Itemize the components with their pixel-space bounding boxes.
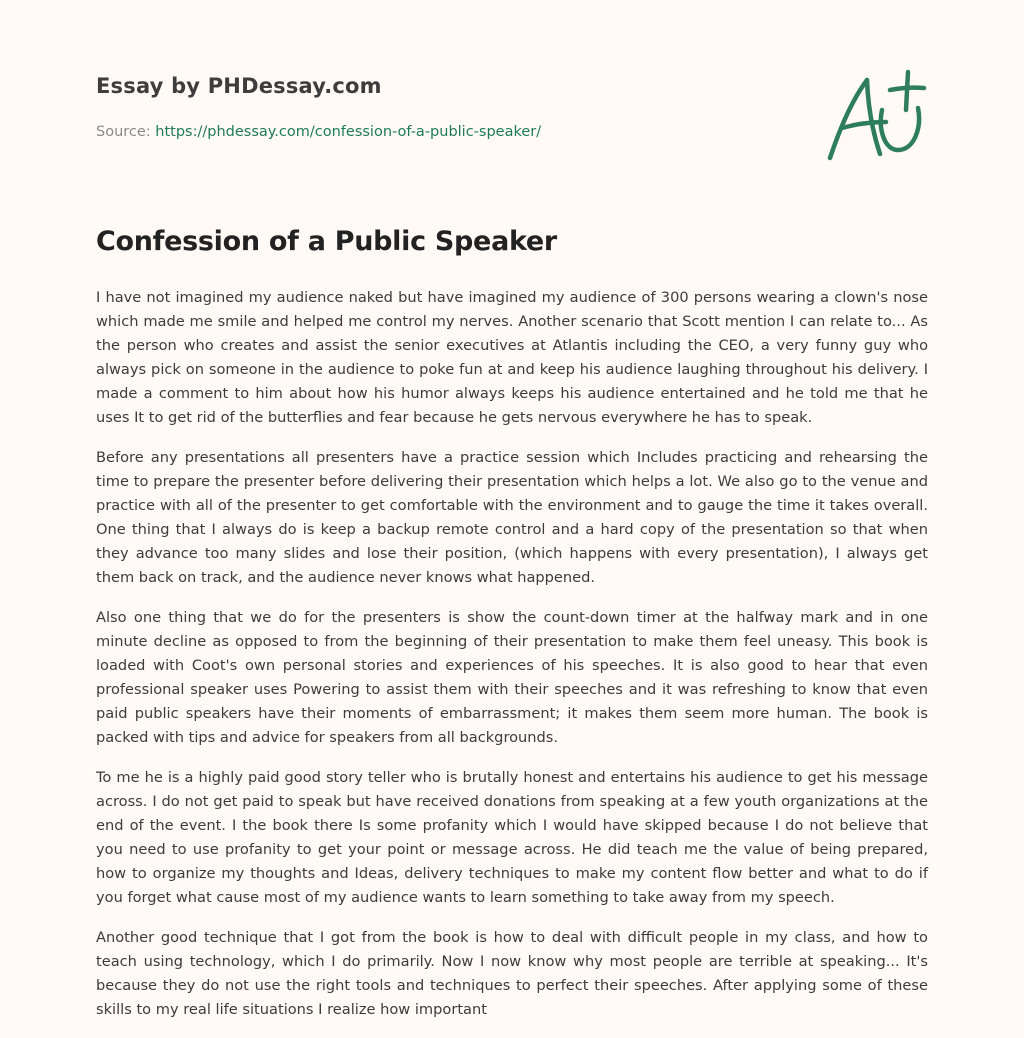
article-title: Confession of a Public Speaker [96, 226, 557, 257]
source-line [96, 124, 541, 140]
source-link[interactable]: https://phdessay.com/confession-of-a-public-speaker/ [155, 124, 542, 140]
paragraph: Also one thing that we do for the presenters is show the count-down timer at the halfway mark and in one minute decline as opposed to from the beginning of their presentation to make them feel uneasy. This book is loaded with Coot's own personal stories and experiences of his speeches. It is also good to hear that even professional speaker uses Powering to assist them with their speeches and it was refreshing to know that even paid public speakers have their moments of embarrassment; it makes them seem more human. The book is packed with tips and advice for speakers from all backgrounds. [96, 609, 928, 746]
paragraph: Before any presentations all presenters have a practice session which Includes practicing and rehearsing the time to prepare the presenter before delivering their presentation which helps a lot. We also go to the venue and practice with all of the presenter to get comfortable with the environment and to gauge the time it takes overall. One thing that I always do is keep a backup remote control and a hard copy of the presentation so that when they advance too many slides and lose their position, (which happens with every presentation), I always get them back on track, and the audience never knows what happened. [96, 449, 928, 586]
source-label: Source: [96, 124, 151, 140]
page-header [96, 74, 928, 174]
a-plus-logo-icon [822, 66, 932, 166]
paragraph: I have not imagined my audience naked but have imagined my audience of 300 persons wearing a clown's nose which made me smile and helped me control my nerves. Another scenario that Scott mention I can relate to... As the person who creates and assist the senior executives at Atlantis including the CEO, a very funny guy who always pick on someone in the audience to poke fun at and keep his audience laughing throughout his delivery. I made a comment to him about how his humor always keeps his audience entertained and he told me that he uses It to get rid of the butterflies and fear because he gets nervous everywhere he has to speak. [96, 289, 928, 426]
paragraph: Another good technique that I got from the book is how to deal with difficult people in my class, and how to teach using technology, which I do primarily. Now I now know why most people are terrible at speaking... It's because they do not use the right tools and techniques to perfect their speeches. After applying some of these skills to my real life situations I realize how important [96, 929, 928, 1018]
article-body [96, 286, 928, 1038]
paragraph: To me he is a highly paid good story teller who is brutally honest and entertains his audience to get his message across. I do not get paid to speak but have received donations from speaking at a few youth organizations at the end of the event. I the book there Is some profanity which I would have skipped because I do not believe that you need to use profanity to get your point or message across. He did teach me the value of being prepared, how to organize my thoughts and Ideas, delivery techniques to make my content flow better and what to do if you forget what cause most of my audience wants to learn something to take away from my speech. [96, 769, 928, 906]
site-brand: Essay by PHDessay.com [96, 74, 382, 98]
